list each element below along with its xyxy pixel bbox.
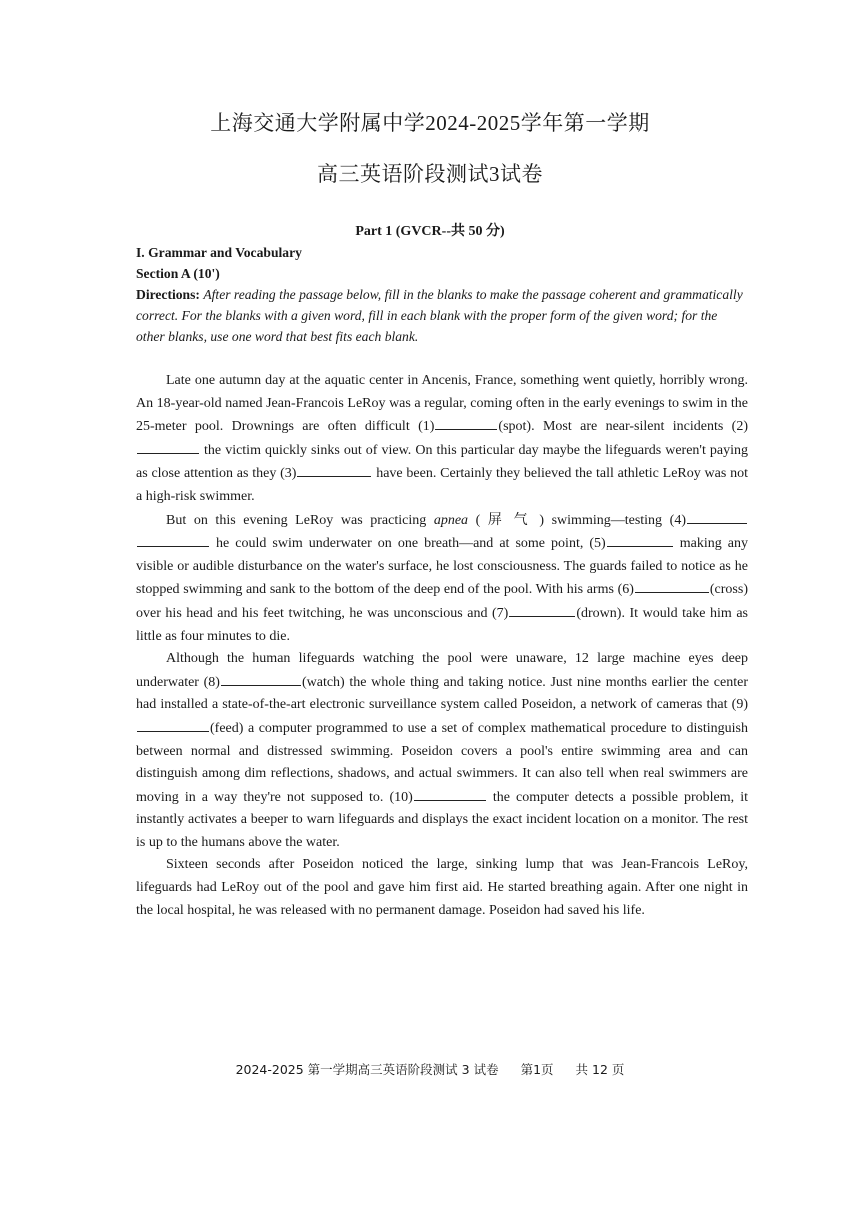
- passage: [136, 370, 748, 922]
- exam-title-line2: 高三英语阶段测试3试卷: [317, 162, 543, 186]
- page-footer: [0, 1060, 860, 1078]
- blank-1[interactable]: [435, 415, 497, 430]
- section-header: [136, 242, 748, 347]
- blank-4a[interactable]: [687, 509, 747, 524]
- exam-title-line1: 上海交通大学附属中学2024-2025学年第一学期: [210, 111, 650, 135]
- blank-2[interactable]: [137, 439, 199, 454]
- passage-paragraph-4: Sixteen seconds after Poseidon noticed the large, sinking lump that was Jean-Francois LeRoy, lifeguards had LeRoy out of the pool and gave him first aid. He started breathing again. After one night in the local hospital, he was released with no permanent damage. Poseidon had saved his life.: [136, 857, 748, 918]
- blank-6[interactable]: [635, 578, 709, 593]
- blank-9[interactable]: [137, 717, 209, 732]
- passage-paragraph-1: Late one autumn day at the aquatic center in Ancenis, France, something went quietly, horribly wrong. An 18-year-old named Jean-Francois LeRoy was a regular, coming often in the early evenings to swim in the 25-meter pool. Drownings are often difficult (1) (spot). Most are near-silent incidents (2) the victim quickly sinks out of view. On this particular day maybe the lifeguards weren't paying as close attention as they (3) have been. Certainly they believed the tall athletic LeRoy was not a high-risk swimmer.: [136, 373, 748, 504]
- directions-text: After reading the passage below, fill in the blanks to make the passage coherent and grammatically correct. For the blanks with a given word, fill in each blank with the proper form of the given word; for the other blanks, use one word that best fits each blank.: [136, 287, 743, 344]
- blank-10[interactable]: [414, 786, 486, 801]
- footer-exam-name: 2024-2025 第一学期高三英语阶段测试 3 试卷: [235, 1062, 499, 1077]
- blank-4b[interactable]: [137, 532, 209, 547]
- section-subheading: Section A (10'): [136, 266, 220, 281]
- passage-paragraph-3: Although the human lifeguards watching the pool were unaware, 12 large machine eyes deep underwater (8) (watch) the whole thing and taking notice. Just nine months earlier the center had installed a state-of-the-art electronic surveillance system called Poseidon, a network of cameras that (9)(feed) a computer programmed to use a set of complex mathematical procedure to distinguish between normal and distressed swimming. Poseidon covers a pool's entire swimming area and can distinguish among dim reflections, shadows, and actual swimmers. It can also tell when real swimmers are moving in a way they're not supposed to. (10) the computer detects a possible problem, it instantly activates a beeper to warn lifeguards and displays the exact incident location on a monitor. The rest is up to the humans above the water.: [136, 651, 748, 850]
- section-heading: I. Grammar and Vocabulary: [136, 245, 302, 260]
- part-label: Part 1 (GVCR--共 50 分): [355, 224, 505, 239]
- blank-7[interactable]: [509, 602, 575, 617]
- directions-label: Directions:: [136, 287, 200, 302]
- passage-paragraph-2: But on this evening LeRoy was practicing apnea ( 屏 气 ) swimming—testing (4) he could swim underwater on one breath—and at some point, (5) making any visible or audible disturbance on the water's surface, he lost consciousness. The guards failed to notice as he stopped swimming and sank to the bottom of the deep end of the pool. With his arms (6) (cross) over his head and his feet twitching, he was unconscious and (7) (drown). It would take him as little as four minutes to die.: [136, 509, 748, 649]
- directions: [136, 284, 748, 347]
- blank-3[interactable]: [297, 462, 371, 477]
- blank-8[interactable]: [221, 671, 301, 686]
- footer-page-number: 第1页: [520, 1062, 554, 1077]
- blank-5[interactable]: [607, 532, 673, 547]
- footer-total-pages: 共 12 页: [575, 1062, 625, 1077]
